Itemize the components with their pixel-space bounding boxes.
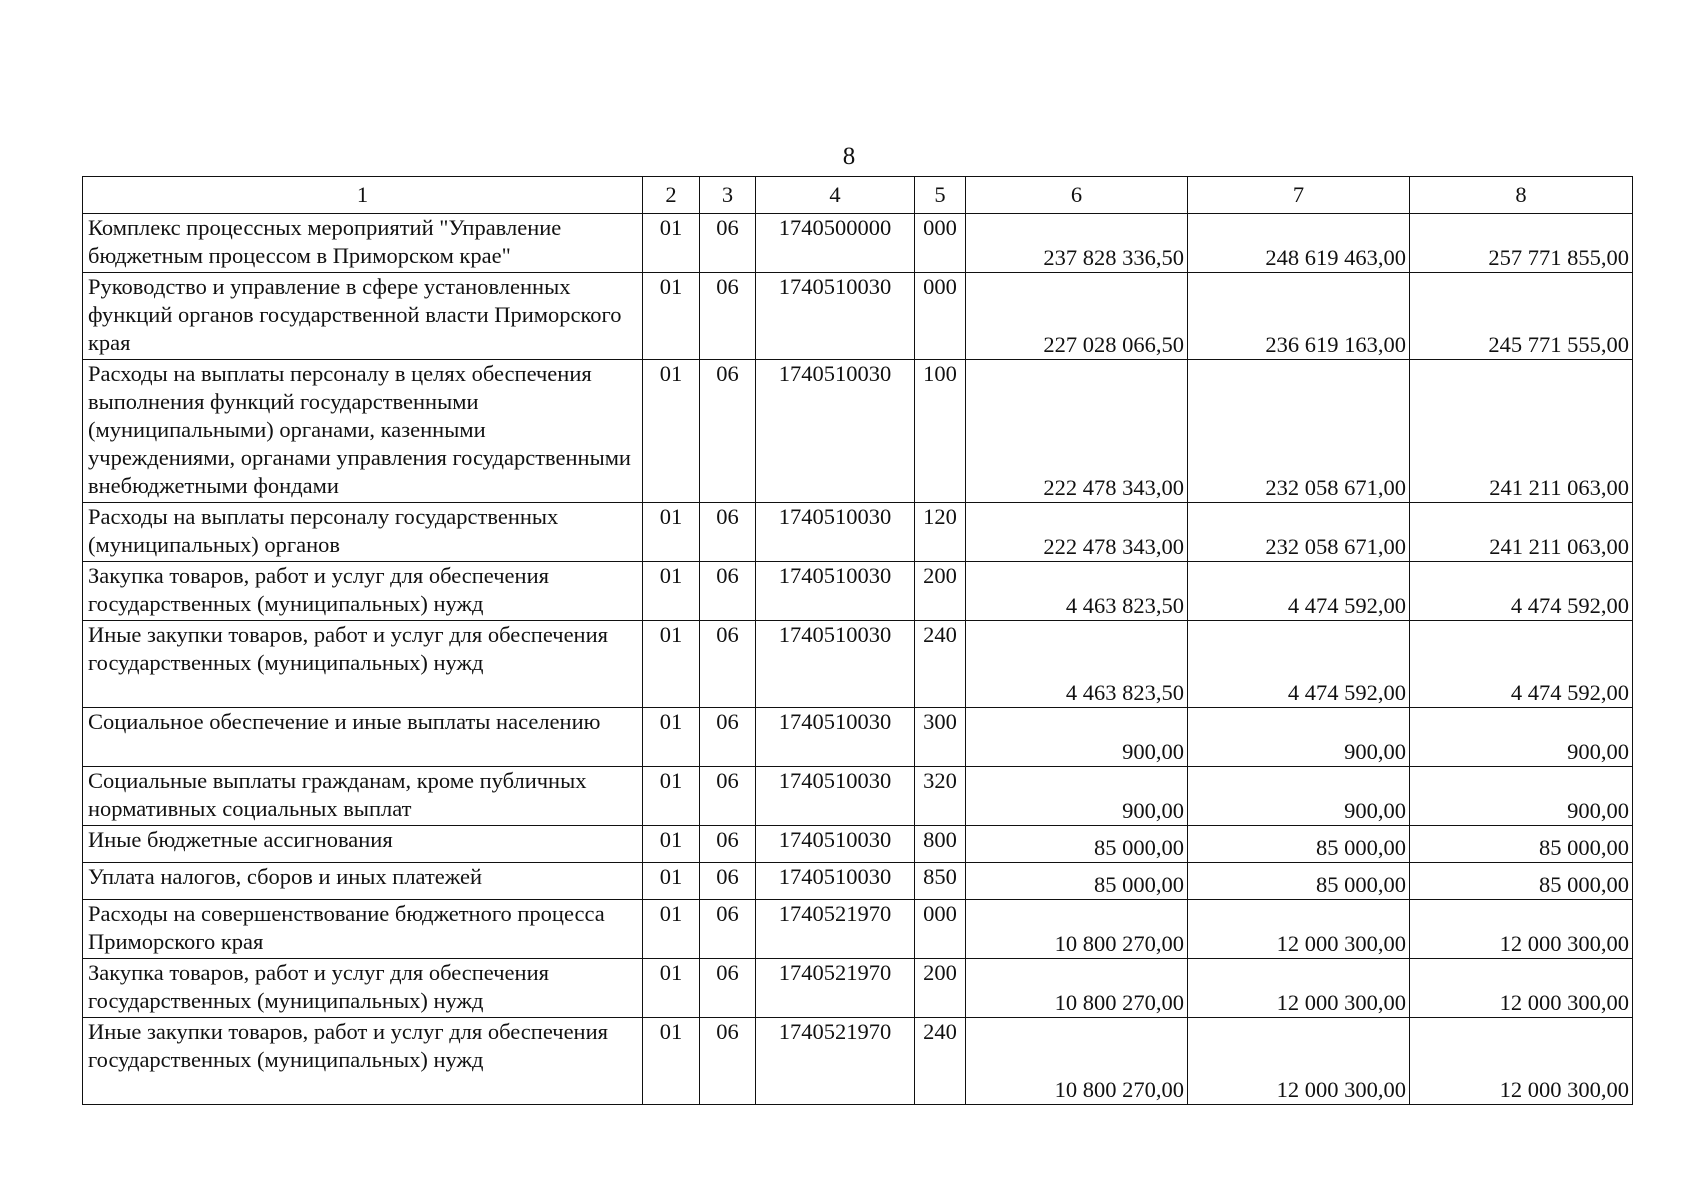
amount-col7: 4 474 592,00 bbox=[1188, 621, 1410, 708]
expense-type-code: 240 bbox=[915, 621, 966, 708]
amount-col6: 227 028 066,50 bbox=[966, 273, 1188, 360]
amount-col8: 4 474 592,00 bbox=[1410, 621, 1633, 708]
target-article-code: 1740510030 bbox=[756, 826, 915, 863]
expense-name: Комплекс процессных мероприятий "Управление бюджетным процессом в Приморском крае" bbox=[83, 214, 643, 273]
target-article-code: 1740510030 bbox=[756, 562, 915, 621]
subsection-code: 06 bbox=[700, 863, 756, 900]
expense-type-code: 100 bbox=[915, 360, 966, 503]
amount-col8: 241 211 063,00 bbox=[1410, 360, 1633, 503]
subsection-code: 06 bbox=[700, 767, 756, 826]
amount-col7: 4 474 592,00 bbox=[1188, 562, 1410, 621]
section-code: 01 bbox=[643, 1018, 700, 1105]
subsection-code: 06 bbox=[700, 273, 756, 360]
target-article-code: 1740510030 bbox=[756, 708, 915, 767]
expense-type-code: 200 bbox=[915, 959, 966, 1018]
column-number: 1 bbox=[83, 177, 643, 214]
amount-col6: 85 000,00 bbox=[966, 826, 1188, 863]
table-row bbox=[83, 708, 1633, 767]
section-code: 01 bbox=[643, 767, 700, 826]
section-code: 01 bbox=[643, 273, 700, 360]
target-article-code: 1740521970 bbox=[756, 1018, 915, 1105]
expense-type-code: 000 bbox=[915, 273, 966, 360]
section-code: 01 bbox=[643, 959, 700, 1018]
table-row bbox=[83, 360, 1633, 503]
amount-col7: 236 619 163,00 bbox=[1188, 273, 1410, 360]
column-number: 7 bbox=[1188, 177, 1410, 214]
table-row bbox=[83, 503, 1633, 562]
table-row bbox=[83, 959, 1633, 1018]
table-row bbox=[83, 863, 1633, 900]
expense-name: Социальные выплаты гражданам, кроме публичных нормативных социальных выплат bbox=[83, 767, 643, 826]
column-number: 2 bbox=[643, 177, 700, 214]
subsection-code: 06 bbox=[700, 708, 756, 767]
amount-col6: 10 800 270,00 bbox=[966, 959, 1188, 1018]
expense-name: Расходы на выплаты персоналу в целях обеспечения выполнения функций государственными (муниципальными) органами, казенными учреждениями, органами управления государственными внебюджетными фондами bbox=[83, 360, 643, 503]
amount-col6: 4 463 823,50 bbox=[966, 621, 1188, 708]
target-article-code: 1740500000 bbox=[756, 214, 915, 273]
section-code: 01 bbox=[643, 214, 700, 273]
column-number: 8 bbox=[1410, 177, 1633, 214]
section-code: 01 bbox=[643, 360, 700, 503]
amount-col6: 900,00 bbox=[966, 767, 1188, 826]
subsection-code: 06 bbox=[700, 826, 756, 863]
table-row bbox=[83, 273, 1633, 360]
expense-name: Уплата налогов, сборов и иных платежей bbox=[83, 863, 643, 900]
table-row bbox=[83, 214, 1633, 273]
target-article-code: 1740521970 bbox=[756, 959, 915, 1018]
amount-col8: 241 211 063,00 bbox=[1410, 503, 1633, 562]
amount-col7: 900,00 bbox=[1188, 767, 1410, 826]
expense-type-code: 200 bbox=[915, 562, 966, 621]
table-row bbox=[83, 826, 1633, 863]
page-number: 8 bbox=[842, 143, 856, 170]
amount-col6: 85 000,00 bbox=[966, 863, 1188, 900]
amount-col7: 85 000,00 bbox=[1188, 863, 1410, 900]
amount-col8: 4 474 592,00 bbox=[1410, 562, 1633, 621]
target-article-code: 1740510030 bbox=[756, 503, 915, 562]
subsection-code: 06 bbox=[700, 360, 756, 503]
expense-type-code: 240 bbox=[915, 1018, 966, 1105]
amount-col7: 12 000 300,00 bbox=[1188, 959, 1410, 1018]
expense-name: Руководство и управление в сфере установленных функций органов государственной власти Приморского края bbox=[83, 273, 643, 360]
amount-col7: 85 000,00 bbox=[1188, 826, 1410, 863]
amount-col8: 12 000 300,00 bbox=[1410, 959, 1633, 1018]
column-number: 4 bbox=[756, 177, 915, 214]
amount-col6: 10 800 270,00 bbox=[966, 900, 1188, 959]
column-number: 5 bbox=[915, 177, 966, 214]
subsection-code: 06 bbox=[700, 1018, 756, 1105]
subsection-code: 06 bbox=[700, 562, 756, 621]
target-article-code: 1740521970 bbox=[756, 900, 915, 959]
expense-name: Закупка товаров, работ и услуг для обеспечения государственных (муниципальных) нужд bbox=[83, 959, 643, 1018]
section-code: 01 bbox=[643, 621, 700, 708]
expense-type-code: 300 bbox=[915, 708, 966, 767]
column-number: 6 bbox=[966, 177, 1188, 214]
expense-name: Расходы на совершенствование бюджетного процесса Приморского края bbox=[83, 900, 643, 959]
amount-col8: 257 771 855,00 bbox=[1410, 214, 1633, 273]
amount-col7: 900,00 bbox=[1188, 708, 1410, 767]
target-article-code: 1740510030 bbox=[756, 621, 915, 708]
table-row bbox=[83, 621, 1633, 708]
expense-name: Расходы на выплаты персоналу государственных (муниципальных) органов bbox=[83, 503, 643, 562]
subsection-code: 06 bbox=[700, 214, 756, 273]
target-article-code: 1740510030 bbox=[756, 360, 915, 503]
target-article-code: 1740510030 bbox=[756, 273, 915, 360]
amount-col7: 232 058 671,00 bbox=[1188, 503, 1410, 562]
amount-col8: 12 000 300,00 bbox=[1410, 900, 1633, 959]
table-row bbox=[83, 767, 1633, 826]
amount-col7: 12 000 300,00 bbox=[1188, 1018, 1410, 1105]
section-code: 01 bbox=[643, 503, 700, 562]
section-code: 01 bbox=[643, 562, 700, 621]
amount-col8: 900,00 bbox=[1410, 708, 1633, 767]
expense-type-code: 000 bbox=[915, 214, 966, 273]
expense-type-code: 850 bbox=[915, 863, 966, 900]
amount-col8: 12 000 300,00 bbox=[1410, 1018, 1633, 1105]
amount-col7: 232 058 671,00 bbox=[1188, 360, 1410, 503]
table-row bbox=[83, 900, 1633, 959]
expense-type-code: 800 bbox=[915, 826, 966, 863]
table-row bbox=[83, 1018, 1633, 1105]
expense-name: Иные закупки товаров, работ и услуг для обеспечения государственных (муниципальных) нужд bbox=[83, 621, 643, 708]
section-code: 01 bbox=[643, 900, 700, 959]
amount-col6: 4 463 823,50 bbox=[966, 562, 1188, 621]
subsection-code: 06 bbox=[700, 959, 756, 1018]
target-article-code: 1740510030 bbox=[756, 767, 915, 826]
amount-col8: 85 000,00 bbox=[1410, 863, 1633, 900]
amount-col6: 222 478 343,00 bbox=[966, 360, 1188, 503]
expense-type-code: 320 bbox=[915, 767, 966, 826]
subsection-code: 06 bbox=[700, 621, 756, 708]
column-number-row bbox=[83, 177, 1633, 214]
expense-name: Иные бюджетные ассигнования bbox=[83, 826, 643, 863]
expense-type-code: 120 bbox=[915, 503, 966, 562]
amount-col6: 10 800 270,00 bbox=[966, 1018, 1188, 1105]
amount-col8: 245 771 555,00 bbox=[1410, 273, 1633, 360]
section-code: 01 bbox=[643, 708, 700, 767]
subsection-code: 06 bbox=[700, 900, 756, 959]
subsection-code: 06 bbox=[700, 503, 756, 562]
budget-table bbox=[82, 176, 1633, 1105]
section-code: 01 bbox=[643, 826, 700, 863]
amount-col7: 248 619 463,00 bbox=[1188, 214, 1410, 273]
amount-col7: 12 000 300,00 bbox=[1188, 900, 1410, 959]
amount-col6: 222 478 343,00 bbox=[966, 503, 1188, 562]
amount-col8: 900,00 bbox=[1410, 767, 1633, 826]
amount-col6: 237 828 336,50 bbox=[966, 214, 1188, 273]
table-row bbox=[83, 562, 1633, 621]
target-article-code: 1740510030 bbox=[756, 863, 915, 900]
expense-type-code: 000 bbox=[915, 900, 966, 959]
amount-col6: 900,00 bbox=[966, 708, 1188, 767]
expense-name: Закупка товаров, работ и услуг для обеспечения государственных (муниципальных) нужд bbox=[83, 562, 643, 621]
column-number: 3 bbox=[700, 177, 756, 214]
amount-col8: 85 000,00 bbox=[1410, 826, 1633, 863]
expense-name: Иные закупки товаров, работ и услуг для обеспечения государственных (муниципальных) нужд bbox=[83, 1018, 643, 1105]
section-code: 01 bbox=[643, 863, 700, 900]
expense-name: Социальное обеспечение и иные выплаты населению bbox=[83, 708, 643, 767]
